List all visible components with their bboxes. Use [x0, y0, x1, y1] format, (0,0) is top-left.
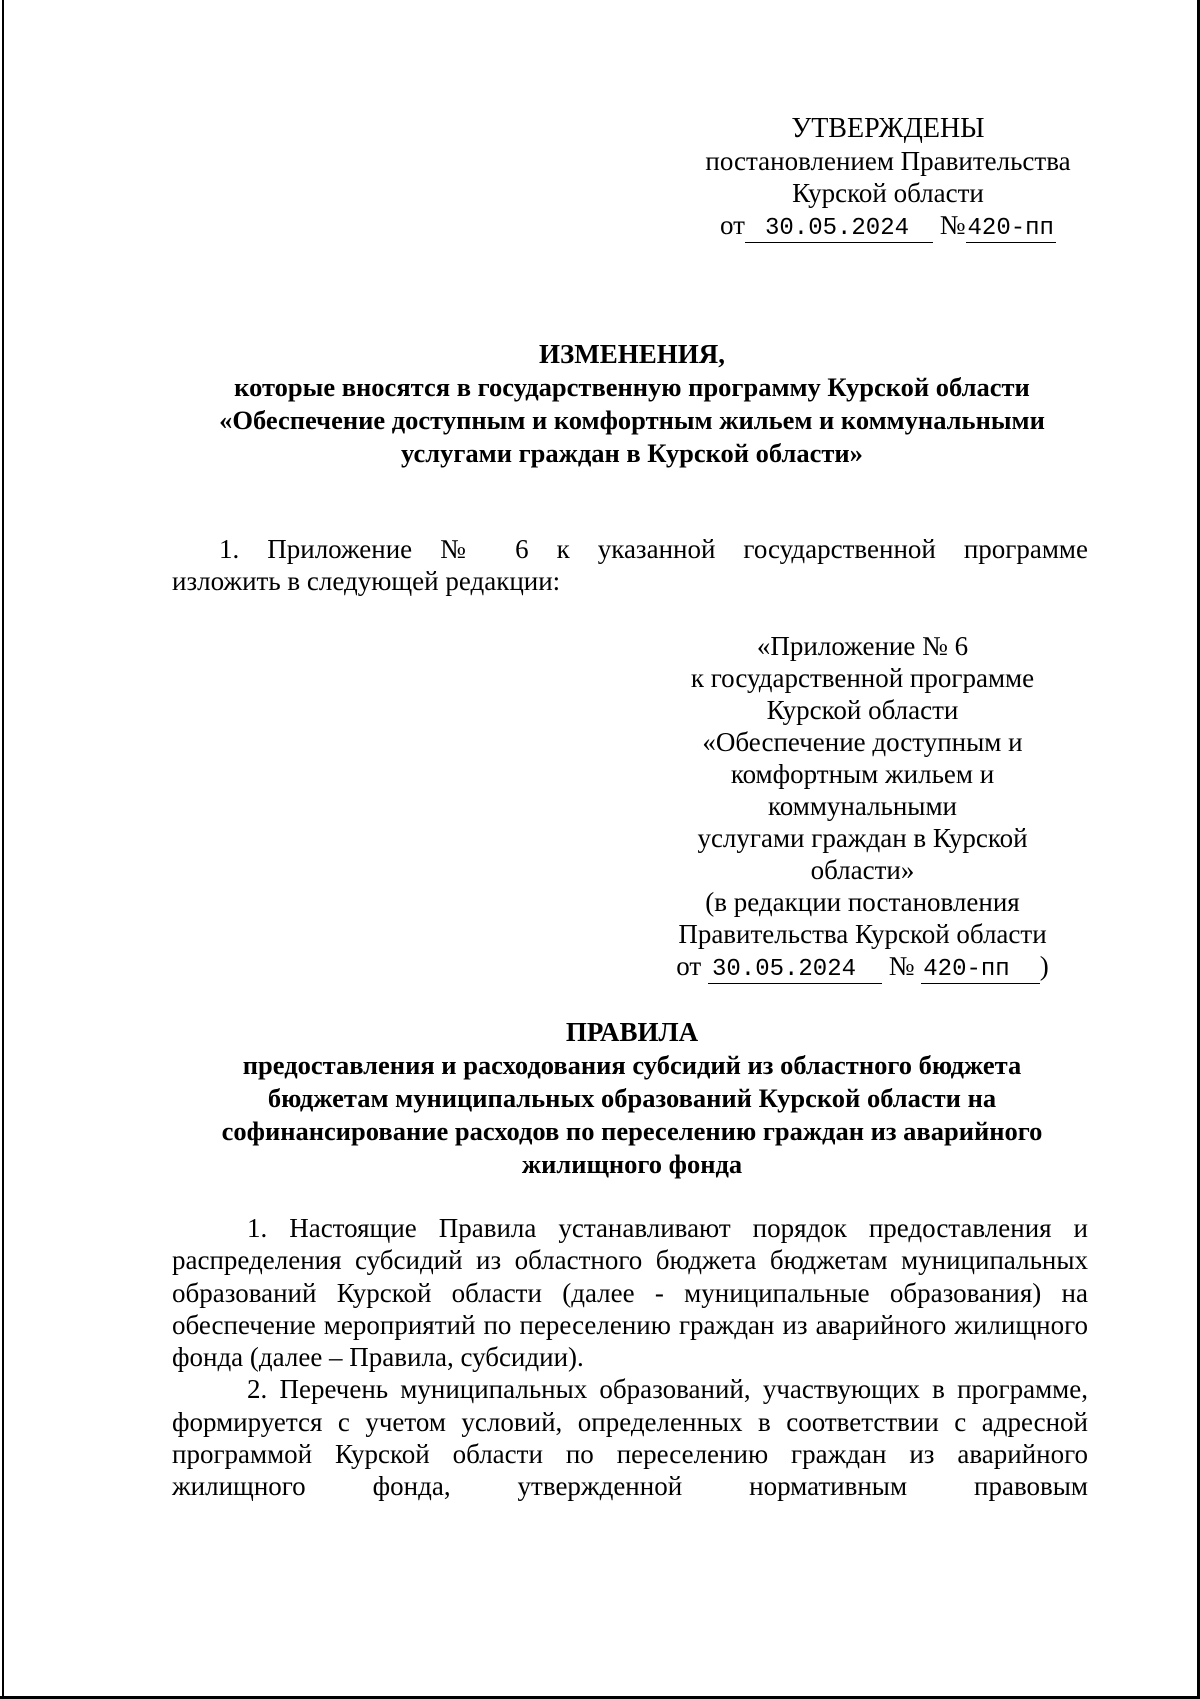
approval-title: УТВЕРЖДЕНЫ [791, 113, 985, 144]
rules-line4: жилищного фонда [521, 1149, 743, 1179]
rules-title [172, 1016, 1092, 1181]
rules-paragraph-2: 2. Перечень муниципальных образований, участвующих в программе, формируется с учетом условий, определенных в соответствии с адресной программой Курской области по переселению граждан из аварийного жилищного фонда, утвержденной нормативным правовым [172, 1374, 1088, 1502]
changes-heading: ИЗМЕНЕНИЯ, [538, 339, 725, 369]
rules-line3: софинансирование расходов по переселению граждан из аварийного [221, 1116, 1043, 1146]
approval-date: 30.05.2024 [745, 216, 933, 243]
appendix-line8: области» [810, 855, 915, 885]
approval-line1: постановлением Правительства [705, 146, 1071, 176]
rules-body [172, 1212, 1088, 1503]
appendix-line3: Курской области [766, 695, 959, 725]
changes-line3: услугами граждан в Курской области» [401, 438, 863, 468]
approval-number: 420-пп [967, 215, 1054, 242]
approval-line2: Курской области [792, 178, 984, 208]
changes-title [172, 338, 1092, 470]
appendix-line7: услугами граждан в Курской [697, 823, 1028, 853]
appendix-line4: «Обеспечение доступным и [702, 727, 1023, 757]
appendix-line6: коммунальными [768, 791, 957, 821]
appendix-line9: (в редакции постановления [705, 887, 1020, 917]
point-1-line2: изложить в следующей редакции: [172, 566, 561, 596]
appendix-line1: «Приложение № 6 [756, 631, 969, 661]
appendix-line2: к государственной программе [690, 663, 1035, 693]
rules-line2: бюджетам муниципальных образований Курской области на [267, 1083, 997, 1113]
approval-date-line [688, 209, 1088, 243]
appendix-close: ) [1039, 951, 1049, 981]
appendix-block [660, 630, 1065, 984]
appendix-line5: комфортным жильем и [730, 759, 995, 789]
approval-date-prefix: от [720, 210, 745, 240]
appendix-date: 30.05.2024 [708, 957, 882, 984]
rules-line1: предоставления и расходования субсидий из областного бюджета [242, 1050, 1022, 1080]
appendix-line10: Правительства Курской области [678, 919, 1047, 949]
changes-line1: которые вносятся в государственную программу Курской области [234, 372, 1030, 402]
point-1 [172, 533, 1088, 597]
changes-line2: «Обеспечение доступным и комфортным жильем и коммунальными [219, 405, 1045, 435]
approval-block [688, 113, 1088, 243]
approval-number-prefix: № [939, 210, 966, 240]
scan-edge-left [2, 0, 4, 1699]
appendix-number: 420-пп [921, 957, 1039, 984]
appendix-number-prefix: № [888, 951, 915, 981]
point-1-line1: 1. Приложение № 6 к указанной государственной программе [219, 534, 1088, 564]
rules-heading: ПРАВИЛА [565, 1017, 699, 1047]
appendix-date-line [660, 950, 1065, 984]
appendix-date-prefix: от [676, 951, 702, 981]
rules-paragraph-1: 1. Настоящие Правила устанавливают порядок предоставления и распределения субсидий из областного бюджета бюджетам муниципальных образований Курской области (далее - муниципальные образования) на обеспечение мероприятий по переселению граждан из аварийного жилищного фонда (далее – Правила, субсидии). [172, 1213, 1088, 1373]
